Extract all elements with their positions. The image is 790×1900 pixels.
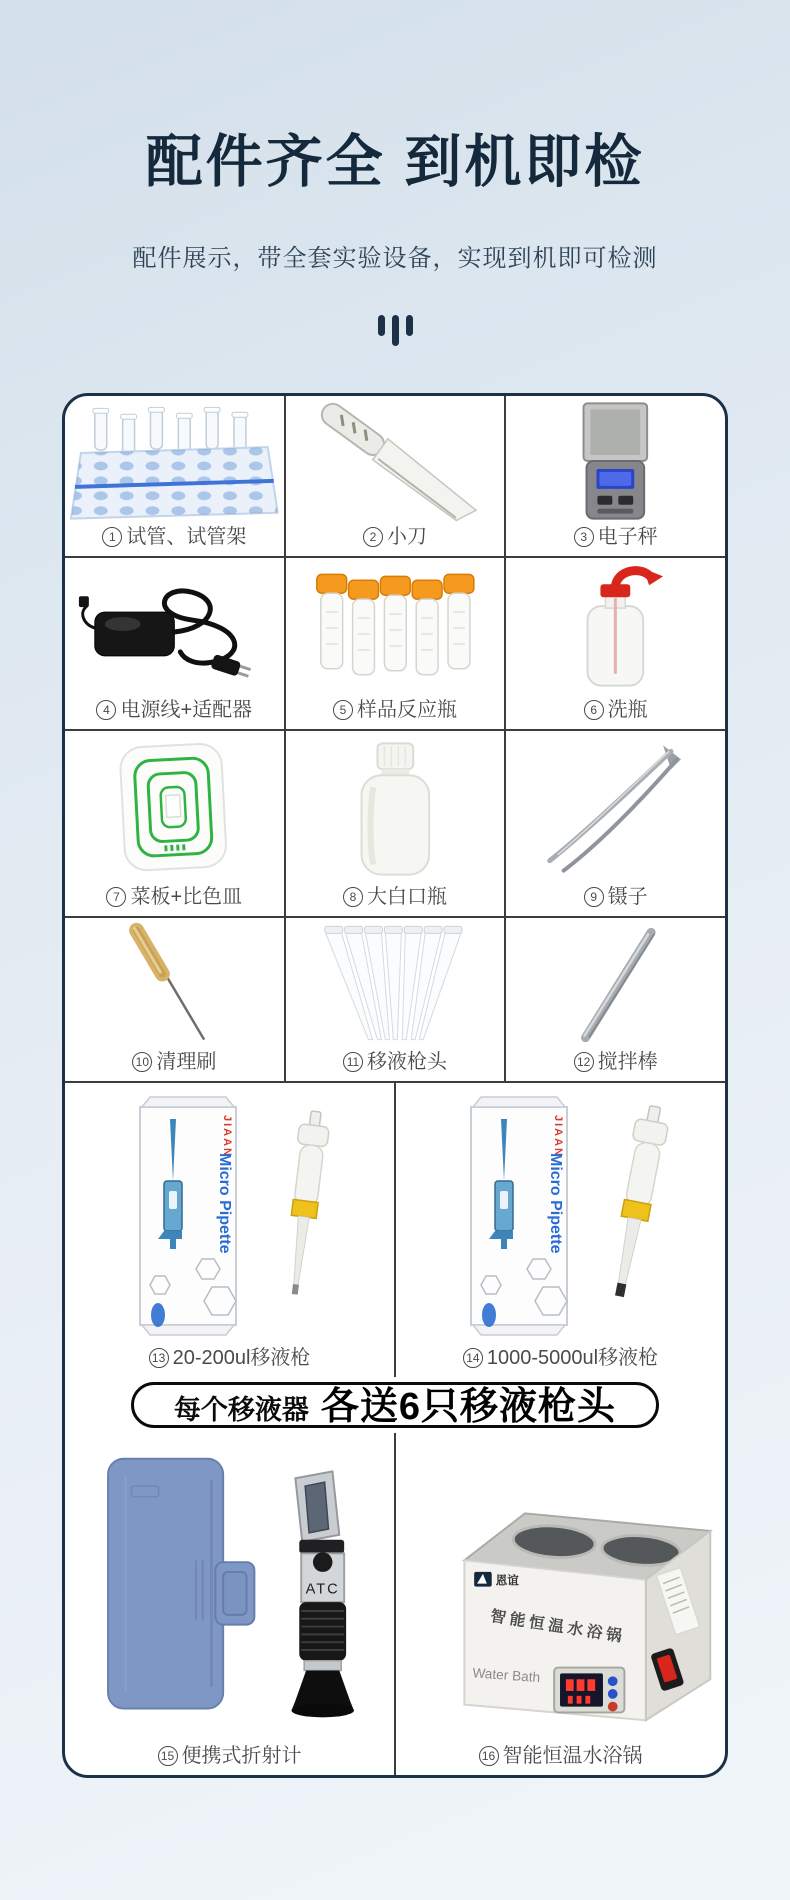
- item-name: 电子秤: [597, 526, 658, 548]
- item-name: 清理刷: [156, 1051, 217, 1073]
- item-caption: [65, 693, 284, 722]
- item-name: 电源线+适配器: [120, 699, 253, 721]
- pipette-box-title-text: Micro Pipette: [546, 1153, 564, 1254]
- item-caption: [286, 520, 505, 549]
- cell-cutting-board: [65, 731, 286, 916]
- item-caption: [65, 880, 284, 909]
- cell-sample-bottles: [286, 558, 507, 729]
- item-name: 菜板+比色皿: [130, 886, 243, 908]
- cell-white-bottle: [286, 731, 507, 916]
- item-name: 试管、试管架: [126, 526, 247, 548]
- table-row: [65, 918, 725, 1083]
- water-bath-subtitle-text: Water Bath: [471, 1664, 541, 1685]
- item-number: 14: [463, 1348, 483, 1368]
- item-caption: [506, 880, 725, 909]
- section-divider-icon: [0, 315, 790, 346]
- cell-pipette-tips: [286, 918, 507, 1081]
- item-caption: [65, 1045, 284, 1074]
- item-caption: [65, 1739, 394, 1768]
- item-name: 样品反应瓶: [357, 699, 457, 721]
- page-title: 配件齐全 到机即检: [145, 130, 645, 194]
- item-number: 4: [96, 700, 116, 720]
- gift-banner-highlight: 各送6只移液枪头: [320, 1386, 617, 1428]
- item-caption: [286, 1045, 505, 1074]
- item-caption: [286, 880, 505, 909]
- table-row: [65, 558, 725, 731]
- item-caption: [506, 520, 725, 549]
- cell-power-adapter: [65, 558, 286, 729]
- item-caption: [65, 520, 284, 549]
- item-number: 12: [574, 1052, 594, 1072]
- page-subtitle: 配件展示，带全套实验设备，实现到机即可检测: [132, 245, 658, 272]
- item-number: 10: [132, 1052, 152, 1072]
- water-bath-brand-text: 恩谊: [495, 1574, 519, 1588]
- item-name: 小刀: [387, 526, 427, 548]
- cell-electronic-scale: [506, 396, 725, 556]
- pipette-box-title-text: Micro Pipette: [215, 1153, 233, 1254]
- item-number: 3: [574, 527, 594, 547]
- cell-tweezers: [506, 731, 725, 916]
- item-name: 20-200ul移液枪: [172, 1347, 311, 1369]
- cell-stir-rod: [506, 918, 725, 1081]
- item-number: 5: [333, 700, 353, 720]
- item-number: 16: [479, 1746, 499, 1766]
- cell-micro-pipette-large: [396, 1083, 725, 1377]
- item-name: 搅拌棒: [597, 1051, 658, 1073]
- item-name: 智能恒温水浴锅: [502, 1745, 643, 1767]
- item-number: 9: [584, 887, 604, 907]
- cell-wash-bottle: [506, 558, 725, 729]
- item-number: 1: [102, 527, 122, 547]
- gift-banner-prefix: 每个移液器: [173, 1395, 309, 1425]
- refractometer-icon: [65, 1433, 394, 1775]
- table-row: [65, 1433, 725, 1775]
- item-number: 8: [343, 887, 363, 907]
- item-number: 13: [149, 1348, 169, 1368]
- table-row: [65, 396, 725, 558]
- item-name: 镊子: [607, 886, 648, 908]
- item-number: 11: [343, 1052, 363, 1072]
- pipette-box-brand-text: JIAAN: [551, 1115, 564, 1159]
- cell-knife: [286, 396, 507, 556]
- water-bath-icon: [396, 1433, 725, 1775]
- cell-cleaning-brush: [65, 918, 286, 1081]
- item-caption: [506, 1045, 725, 1074]
- table-row: [65, 1083, 725, 1377]
- cell-micro-pipette-small: [65, 1083, 396, 1377]
- item-name: 洗瓶: [607, 699, 648, 721]
- item-caption: [396, 1341, 725, 1370]
- cell-test-tube-rack: [65, 396, 286, 556]
- table-row: [65, 731, 725, 918]
- item-name: 1000-5000ul移液枪: [486, 1347, 659, 1369]
- gift-banner: [131, 1382, 659, 1428]
- item-caption: [396, 1739, 725, 1768]
- micro-pipette-small-icon: [65, 1083, 394, 1377]
- item-name: 大白口瓶: [367, 886, 447, 908]
- cell-water-bath: [396, 1433, 725, 1775]
- item-number: 6: [584, 700, 604, 720]
- item-name: 移液枪头: [367, 1051, 447, 1073]
- item-number: 7: [106, 887, 126, 907]
- item-number: 15: [158, 1746, 178, 1766]
- water-bath-title-text: 智能恒温水浴锅: [488, 1607, 627, 1646]
- cell-refractometer: [65, 1433, 396, 1775]
- item-name: 便携式折射计: [181, 1745, 302, 1767]
- item-caption: [506, 693, 725, 722]
- refractometer-badge-text: ATC: [305, 1580, 340, 1597]
- gift-banner-row: [65, 1377, 725, 1433]
- accessories-table: [62, 393, 728, 1778]
- pipette-box-brand-text: JIAAN: [220, 1115, 233, 1159]
- item-number: 2: [363, 527, 383, 547]
- micro-pipette-large-icon: [396, 1083, 725, 1377]
- item-caption: [65, 1341, 394, 1370]
- item-caption: [286, 693, 505, 722]
